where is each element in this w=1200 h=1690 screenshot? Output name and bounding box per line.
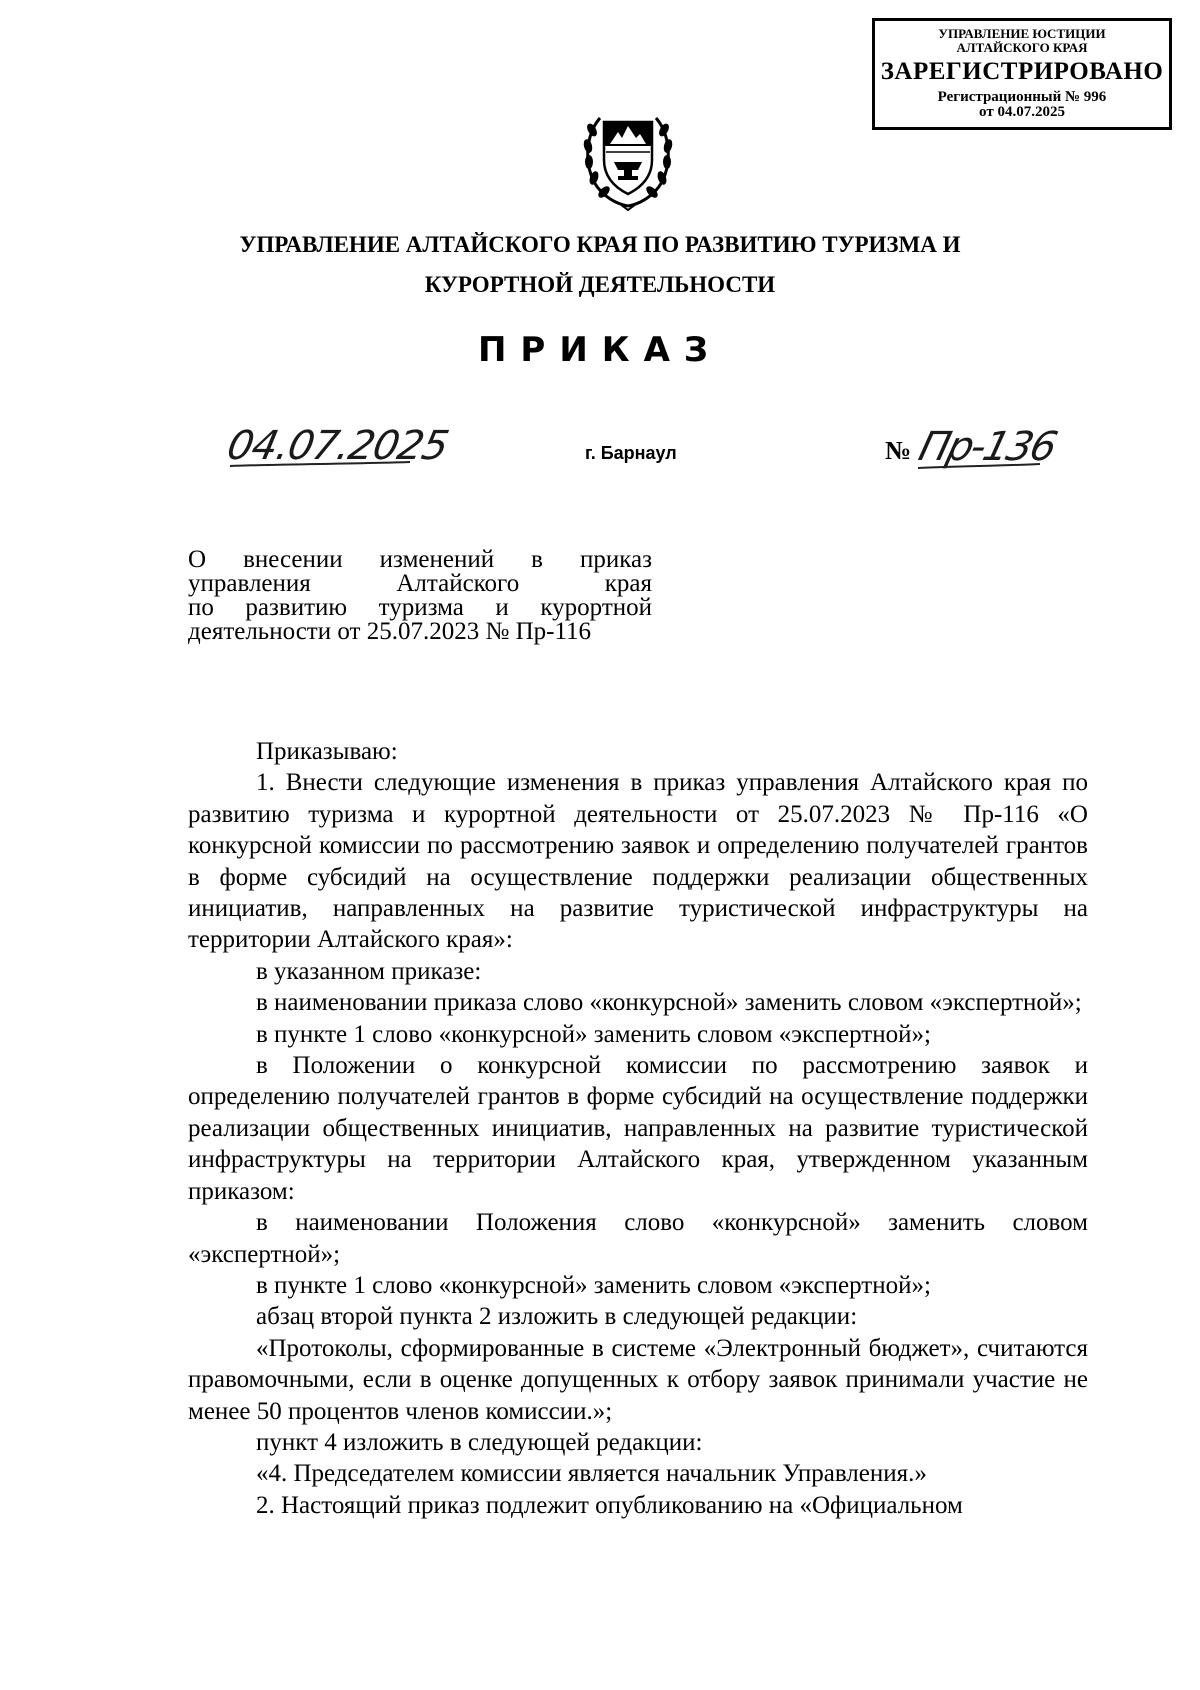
body-paragraph: в наименовании приказа слово «конкурсной» заменить словом «экспертной»; (256, 989, 1082, 1017)
organization-name-line2: КУРОРТНОЙ ДЕЯТЕЛЬНОСТИ (424, 272, 776, 297)
number-label: № (885, 436, 912, 465)
stamp-authority-line1: УПРАВЛЕНИЕ ЮСТИЦИИ (938, 26, 1106, 41)
body-paragraph: 1. Внести следующие изменения в приказ управления Алтайского края по развитию туризма и курортной деятельности от 25.07.2023 № Пр-116 «О конкурсной комиссии по рассмотрению заявок и определению получателей грантов в форме субсидий на осуществление поддержки реализации общественных инициатив, направленных на развитие туристической инфраструктуры на территории Алтайского края»: (188, 769, 1088, 954)
handwritten-date: 04.07.2025 (223, 423, 452, 469)
body-paragraph: «4. Председателем комиссии является начальник Управления.» (256, 1460, 927, 1488)
order-body (188, 736, 1088, 1521)
body-paragraph: в указанном приказе: (256, 957, 482, 985)
subject-line: О внесении изменений в приказ (188, 546, 652, 573)
body-paragraph: абзац второй пункта 2 изложить в следующей редакции: (256, 1303, 858, 1331)
body-paragraph: в пункте 1 слово «конкурсной» заменить словом «экспертной»; (256, 1271, 931, 1299)
subject-line: по развитию туризма и курортной (188, 594, 652, 621)
city-label: г. Барнаул (585, 443, 677, 463)
document-type-title: ПРИКАЗ (477, 330, 723, 370)
stamp-registration-date: от 04.07.2025 (979, 104, 1065, 121)
organization-name-line1: УПРАВЛЕНИЕ АЛТАЙСКОГО КРАЯ ПО РАЗВИТИЮ ТУРИЗМА И (239, 232, 961, 257)
registration-stamp (872, 18, 1172, 130)
stamp-status: ЗАРЕГИСТРИРОВАНО (880, 58, 1164, 86)
body-paragraph: пункт 4 изложить в следующей редакции: (256, 1428, 703, 1456)
handwritten-order-number: Пр-136 (914, 424, 1060, 470)
subject-line: деятельности от 25.07.2023 № Пр-116 (188, 618, 592, 645)
order-subject (188, 548, 652, 644)
altai-krai-coat-of-arms-icon (580, 100, 676, 212)
handwriting-underlines (200, 412, 1100, 502)
body-paragraph: в Положении о конкурсной комиссии по рассмотрению заявок и определению получателей грантов в форме субсидий на осуществление поддержки реализации общественных инициатив, направленных на развитие туристической инфраструктуры на территории Алтайского края, утвержденном указанным приказом: (188, 1052, 1088, 1205)
stamp-authority-line2: АЛТАЙСКОГО КРАЯ (956, 39, 1088, 55)
body-paragraph: 2. Настоящий приказ подлежит опубликованию на «Официальном (256, 1491, 963, 1519)
body-paragraph: в пункте 1 слово «конкурсной» заменить словом «экспертной»; (256, 1020, 931, 1048)
stamp-registration-number: Регистрационный № 996 (937, 88, 1107, 105)
subject-line: управления Алтайского края (188, 570, 652, 597)
body-paragraph: Приказываю: (256, 738, 398, 765)
body-paragraph: «Протоколы, сформированные в системе «Электронный бюджет», считаются правомочными, если в оценке допущенных к отбору заявок принимали участие не менее 50 процентов членов комиссии.»; (188, 1334, 1088, 1425)
body-paragraph: в наименовании Положения слово «конкурсной» заменить словом «экспертной»; (188, 1209, 1088, 1268)
